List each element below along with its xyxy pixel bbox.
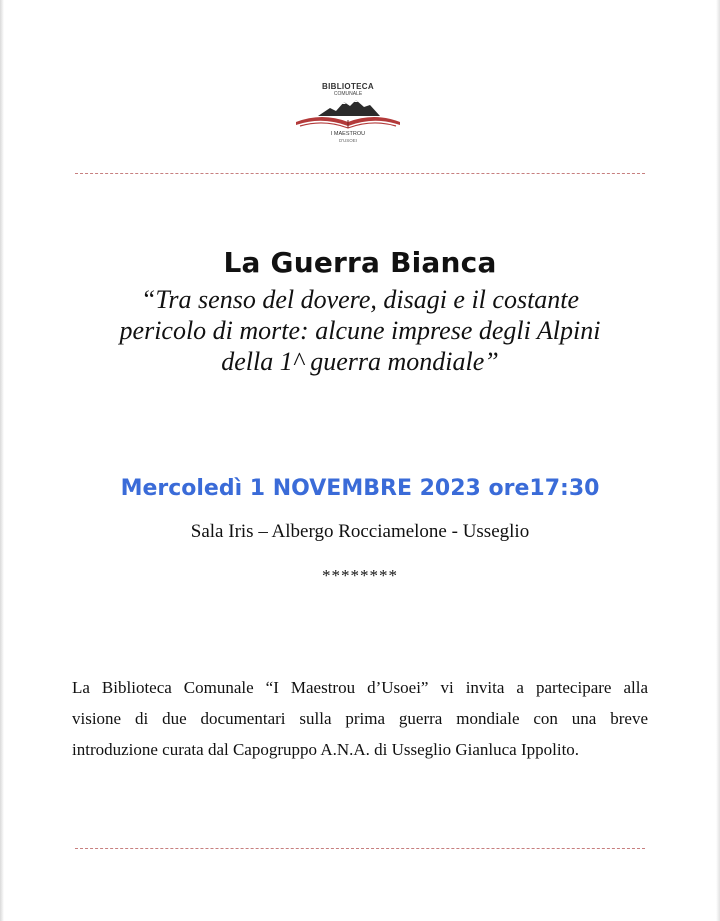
mountain-book-icon: [288, 92, 408, 132]
subtitle-line: “Tra senso del dovere, disagi e il costante: [140, 285, 580, 314]
event-date: Mercoledì 1 NOVEMBRE 2023 ore17:30: [120, 476, 600, 501]
page-edge-left: [0, 0, 4, 921]
page-edge-right: [716, 0, 720, 921]
logo-text-maestrou: I MAESTROU: [330, 131, 366, 137]
description-line: introduzione curata dal Capogruppo A.N.A. di Usseglio Gianluca Ippolito.: [72, 740, 580, 759]
library-logo: [288, 78, 408, 148]
logo-text-usoei: D'USOEI: [338, 138, 358, 143]
description-line: La Biblioteca Comunale “I Maestrou d’Usoei” vi invita a partecipare alla: [72, 678, 648, 697]
subtitle-line: pericolo di morte: alcune imprese degli Alpini: [119, 316, 601, 345]
event-title: La Guerra Bianca: [223, 246, 497, 279]
event-subtitle: [60, 284, 660, 377]
subtitle-line: della 1^ guerra mondiale”: [221, 347, 499, 376]
event-venue: Sala Iris – Albergo Rocciamelone - Usseglio: [190, 521, 530, 542]
divider-top: [75, 173, 645, 174]
description-line: visione di due documentari sulla prima guerra mondiale con una breve: [72, 709, 648, 728]
logo-text-biblioteca: BIBLIOTECA: [322, 82, 374, 91]
divider-bottom: [75, 848, 645, 849]
logo-text-comunale: COMUNALE: [333, 91, 363, 97]
separator-stars: ********: [322, 566, 398, 585]
event-description: [72, 672, 648, 765]
